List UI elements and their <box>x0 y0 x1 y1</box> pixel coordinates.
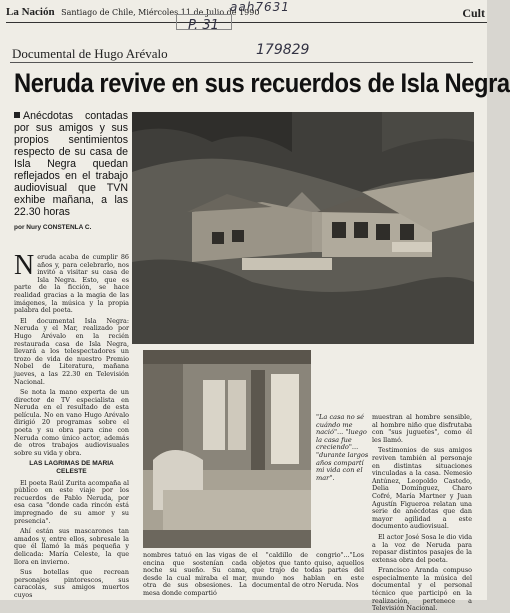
photo-house-interior <box>143 350 311 548</box>
paragraph: muestran al hombre sensible, al hombre niño que disfrutaba con "sus juguetes", como él les llamó. <box>372 413 472 444</box>
lead-text: Anécdotas contadas por sus amigos y sus propios sentimientos respecto de su casa de Isla Negra quedan reflejados en el trabajo audiovisual que TVN exhibe mañana, a las 22.30 horas <box>14 110 128 218</box>
paragraph: nombres tatuó en las vigas de encina que sostenían cada noche su sueño. Su cama, desde la cual miraba el mar, otra de sus obsesiones. La mesa donde compartió <box>143 551 247 597</box>
byline: por Nury CONSTENLA C. <box>14 224 92 231</box>
paragraph: El documental Isla Negra: Neruda y el Mar, realizado por Hugo Arévalo en la recién restaurada casa de Isla Negra, llevará a los telespectadores un trozo de vida de nuestro Premio Nobel de Literatura, mañana jueves, a las 22.30 en Televisión Nacional. <box>14 316 129 386</box>
photo-caption: "La casa no sé cuándo me nació"... "luego la casa fue creciendo"... "durante largos años compartí mi vida con el mar". <box>316 413 369 482</box>
article-column-2 <box>143 552 247 598</box>
series-rule <box>10 62 473 63</box>
lead-paragraph <box>14 110 128 218</box>
paragraph: Se nota la mano experta de un director de TV especialista en Neruda en el resultado de esta película. No en vano Hugo Arévalo dirigió 20 programas sobre el poeta y su obra para cine con Neruda como único actor, además de otros trabajos audiovisuales sobre su vida y obra. <box>14 388 129 457</box>
paper-name: La Nación <box>6 6 55 18</box>
paragraph: el "caldillo de congrio"..."Los objetos que tanto quiso, aquellos que trajo de todas partes del mundo nos hablan en este documental de otro Neruda. Nos <box>252 551 364 590</box>
number-handwritten: 179829 <box>256 42 310 58</box>
paragraph: El actor José Sosa le dio vida a la voz de Neruda para repasar distintos pasajes de la extensa obra del poeta. <box>372 532 472 564</box>
paragraph: Ahí están sus mascarones tan amados y, entre ellos, sobresale la que él llamó la más pequeña y delicada: María Celeste, la que llora en invierno. <box>14 527 129 566</box>
article-column-3 <box>252 552 364 598</box>
paragraph: Neruda acaba de cumplir 86 años y, para celebrarlo, nos invitó a visitar su casa de Isla Negra. Esto, que es parte de la ficción, se hace realidad gracias a la magia de las imágenes, la música y la propia palabra del poeta. <box>14 250 129 315</box>
issue-date: Santiago de Chile, Miércoles 11 de Julio de 1990 <box>61 8 260 17</box>
bullet-icon <box>14 112 20 118</box>
dropcap: N <box>14 250 35 281</box>
page-note-handwritten: P. 31 <box>188 18 219 33</box>
series-label: Documental de Hugo Arévalo <box>12 46 168 61</box>
paragraph: Sus botellas que recrean personajes pintorescos, sus caracolas, sus amigos muertos cuyos <box>14 568 129 599</box>
headline: Neruda revive en sus recuerdos de Isla Negra <box>14 68 510 98</box>
photo-house-exterior <box>132 112 474 344</box>
paragraph: Testimonios de sus amigos reviven también al personaje en distintas situaciones vinculadas a la casa. Nemesio Antúnez, Leopoldo Castedo, Delia Domínguez, Charo Cofré, María Martner y Juan Agustín Figueroa relatan una serie de anécdotas que dan mayor agilidad a este documento audiovisual. <box>372 446 472 531</box>
archive-id-handwritten: aah7631 <box>230 0 290 14</box>
paragraph: El poeta Raúl Zurita acompaña al público en este viaje por los recuerdos de Pablo Neruda, por esa casa "donde cada rincón está impregnado de su amor y su presencia". <box>14 478 129 525</box>
subheading: LAS LAGRIMAS DE MARIA CELESTE <box>29 460 114 476</box>
article-column-4 <box>372 413 472 613</box>
section-name: Cult <box>462 6 485 20</box>
masthead-rule <box>6 22 487 23</box>
paragraph: Francisco Aranda compuso especialmente la música del documental y el personal técnico que participó en la realización, pertenece a Televisión Nacional. <box>372 566 472 613</box>
article-column-1 <box>14 250 129 599</box>
